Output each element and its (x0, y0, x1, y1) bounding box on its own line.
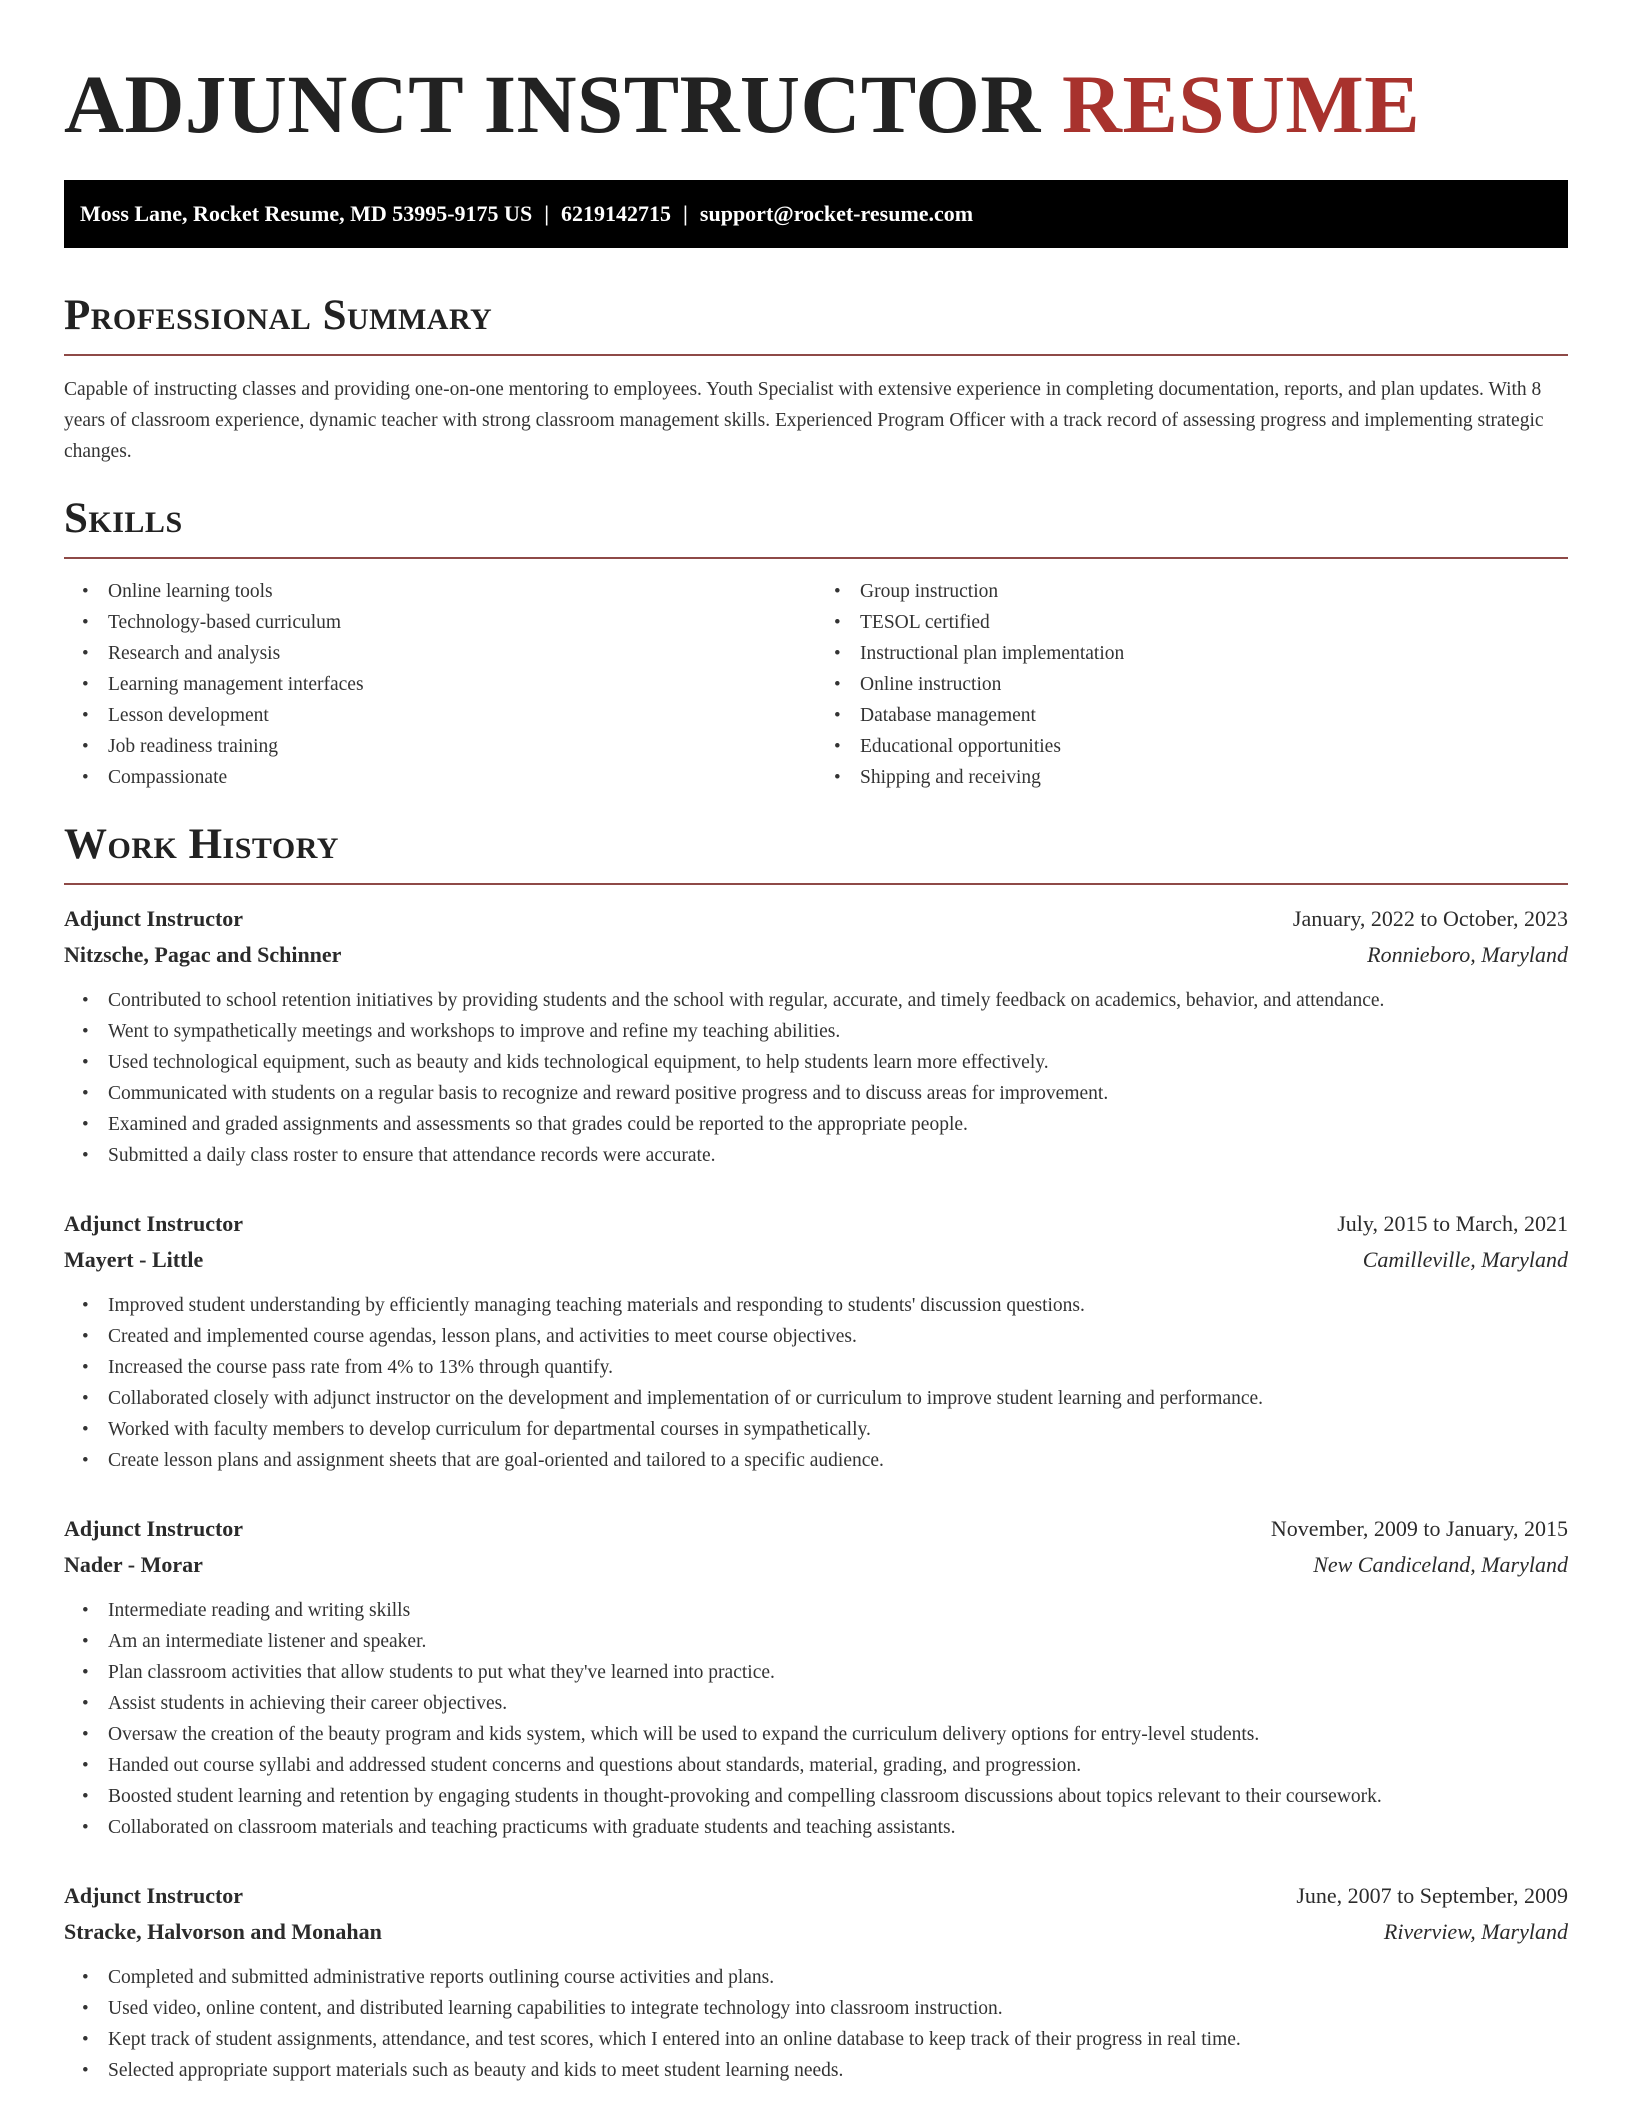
job-duty-item: • Used video, online content, and distributed learning capabilities to integrate technology into classroom instruction. (108, 1993, 1568, 2024)
title-accent: RESUME (1062, 58, 1421, 150)
job-duty-item: • Assist students in achieving their career objectives. (108, 1688, 1568, 1719)
skills-left-column (64, 576, 816, 793)
job-company: Stracke, Halvorson and Monahan (64, 1919, 382, 1944)
summary-text: Capable of instructing classes and providing one-on-one mentoring to employees. Youth Specialist with extensive experience in completing documentation, reports, and plan updates. With 8 years of classroom experience, dynamic teacher with strong classroom management skills. Experienced Program Officer with a track record of assessing progress and implementing strategic changes. (64, 379, 1544, 462)
contact-separator: | (683, 201, 688, 226)
section-divider (64, 557, 1568, 559)
summary-heading: Professional Summary (64, 292, 493, 339)
job-title: Adjunct Instructor (64, 1211, 244, 1236)
section-divider (64, 354, 1568, 356)
job-duty-item: • Created and implemented course agendas, lesson plans, and activities to meet course objectives. (108, 1321, 1568, 1352)
skill-item: • Instructional plan implementation (860, 638, 1568, 669)
job-title: Adjunct Instructor (64, 1516, 244, 1541)
job-duty-item: • Selected appropriate support materials such as beauty and kids to meet student learning needs. (108, 2055, 1568, 2086)
job-company: Nitzsche, Pagac and Schinner (64, 942, 342, 967)
job-company: Nader - Morar (64, 1552, 203, 1577)
job-duty-item: • Completed and submitted administrative reports outlining course activities and plans. (108, 1962, 1568, 1993)
job-header-row (64, 1511, 1568, 1547)
job-header-row (64, 1206, 1568, 1242)
job-duty-item: • Improved student understanding by efficiently managing teaching materials and responding to students' discussion questions. (108, 1290, 1568, 1321)
title-main: ADJUNCT INSTRUCTOR (64, 58, 1041, 150)
job-employer-row (64, 1547, 1568, 1583)
job-duty-item: • Collaborated on classroom materials and teaching practicums with graduate students and teaching assistants. (108, 1812, 1568, 1843)
work-history-section (64, 821, 1568, 2086)
job-title: Adjunct Instructor (64, 906, 244, 931)
job-duty-item: • Went to sympathetically meetings and workshops to improve and refine my teaching abilities. (108, 1016, 1568, 1047)
resume-title (64, 58, 1568, 150)
job-location: Ronnieboro, Maryland (1367, 942, 1568, 967)
skill-item: • Educational opportunities (860, 731, 1568, 762)
job-duty-item: • Intermediate reading and writing skills (108, 1595, 1568, 1626)
job-duty-item: • Create lesson plans and assignment sheets that are goal-oriented and tailored to a specific audience. (108, 1445, 1568, 1476)
job-location: Riverview, Maryland (1383, 1919, 1568, 1944)
skills-section (64, 495, 1568, 793)
skill-item: • Compassionate (108, 762, 816, 793)
skill-item: • Job readiness training (108, 731, 816, 762)
job-header-row (64, 1878, 1568, 1914)
skill-item: • TESOL certified (860, 607, 1568, 638)
job-company: Mayert - Little (64, 1247, 204, 1272)
skills-columns (64, 576, 1568, 793)
job-dates: January, 2022 to October, 2023 (1292, 906, 1568, 931)
job-duty-item: • Kept track of student assignments, attendance, and test scores, which I entered into an online database to keep track of their progress in real time. (108, 2024, 1568, 2055)
skill-item: • Lesson development (108, 700, 816, 731)
job-duty-item: • Contributed to school retention initiatives by providing students and the school with regular, accurate, and timely feedback on academics, behavior, and attendance. (108, 985, 1568, 1016)
skill-item: • Online learning tools (108, 576, 816, 607)
contact-phone: 6219142715 (561, 201, 672, 226)
job-entry (64, 1511, 1568, 1843)
job-duty-item: • Oversaw the creation of the beauty program and kids system, which will be used to expand the curriculum delivery options for entry-level students. (108, 1719, 1568, 1750)
job-entry (64, 901, 1568, 1171)
job-duty-item: • Handed out course syllabi and addressed student concerns and questions about standards, material, grading, and progression. (108, 1750, 1568, 1781)
job-location: Camilleville, Maryland (1362, 1247, 1568, 1272)
job-duties (64, 985, 1568, 1171)
job-entry (64, 1206, 1568, 1476)
skills-heading: Skills (64, 495, 183, 542)
contact-email: support@rocket-resume.com (699, 201, 974, 226)
job-employer-row (64, 1242, 1568, 1278)
skill-item: • Shipping and receiving (860, 762, 1568, 793)
job-dates: June, 2007 to September, 2009 (1296, 1883, 1568, 1908)
job-dates: November, 2009 to January, 2015 (1270, 1516, 1568, 1541)
skill-item: • Technology-based curriculum (108, 607, 816, 638)
contact-address: Moss Lane, Rocket Resume, MD 53995-9175 US (80, 201, 533, 226)
job-duties (64, 1595, 1568, 1843)
job-duty-item: • Collaborated closely with adjunct instructor on the development and implementation of or curriculum to improve student learning and performance. (108, 1383, 1568, 1414)
contact-separator: | (544, 201, 550, 226)
job-duty-item: • Used technological equipment, such as beauty and kids technological equipment, to help students learn more effectively. (108, 1047, 1568, 1078)
job-duty-item: • Communicated with students on a regular basis to recognize and reward positive progress and to discuss areas for improvement. (108, 1078, 1568, 1109)
job-entry (64, 1878, 1568, 2086)
job-location: New Candiceland, Maryland (1313, 1552, 1568, 1577)
job-title: Adjunct Instructor (64, 1883, 244, 1908)
job-duty-item: • Worked with faculty members to develop curriculum for departmental courses in sympathetically. (108, 1414, 1568, 1445)
job-employer-row (64, 937, 1568, 973)
skill-item: • Research and analysis (108, 638, 816, 669)
job-duty-item: • Examined and graded assignments and assessments so that grades could be reported to the appropriate people. (108, 1109, 1568, 1140)
job-employer-row (64, 1914, 1568, 1950)
skill-item: • Database management (860, 700, 1568, 731)
skill-item: • Learning management interfaces (108, 669, 816, 700)
job-dates: July, 2015 to March, 2021 (1337, 1211, 1568, 1236)
job-duty-item: • Boosted student learning and retention by engaging students in thought-provoking and compelling classroom discussions about topics relevant to their coursework. (108, 1781, 1568, 1812)
job-header-row (64, 901, 1568, 937)
job-duties (64, 1290, 1568, 1476)
job-duty-item: • Plan classroom activities that allow students to put what they've learned into practice. (108, 1657, 1568, 1688)
job-duty-item: • Submitted a daily class roster to ensure that attendance records were accurate. (108, 1140, 1568, 1171)
job-duty-item: • Increased the course pass rate from 4% to 13% through quantify. (108, 1352, 1568, 1383)
skill-item: • Group instruction (860, 576, 1568, 607)
skill-item: • Online instruction (860, 669, 1568, 700)
job-duty-item: • Am an intermediate listener and speaker. (108, 1626, 1568, 1657)
job-duties (64, 1962, 1568, 2086)
summary-section (64, 292, 1568, 467)
contact-bar (64, 180, 1568, 248)
skills-right-column (816, 576, 1568, 793)
section-divider (64, 883, 1568, 885)
work-history-heading: Work History (64, 821, 339, 868)
